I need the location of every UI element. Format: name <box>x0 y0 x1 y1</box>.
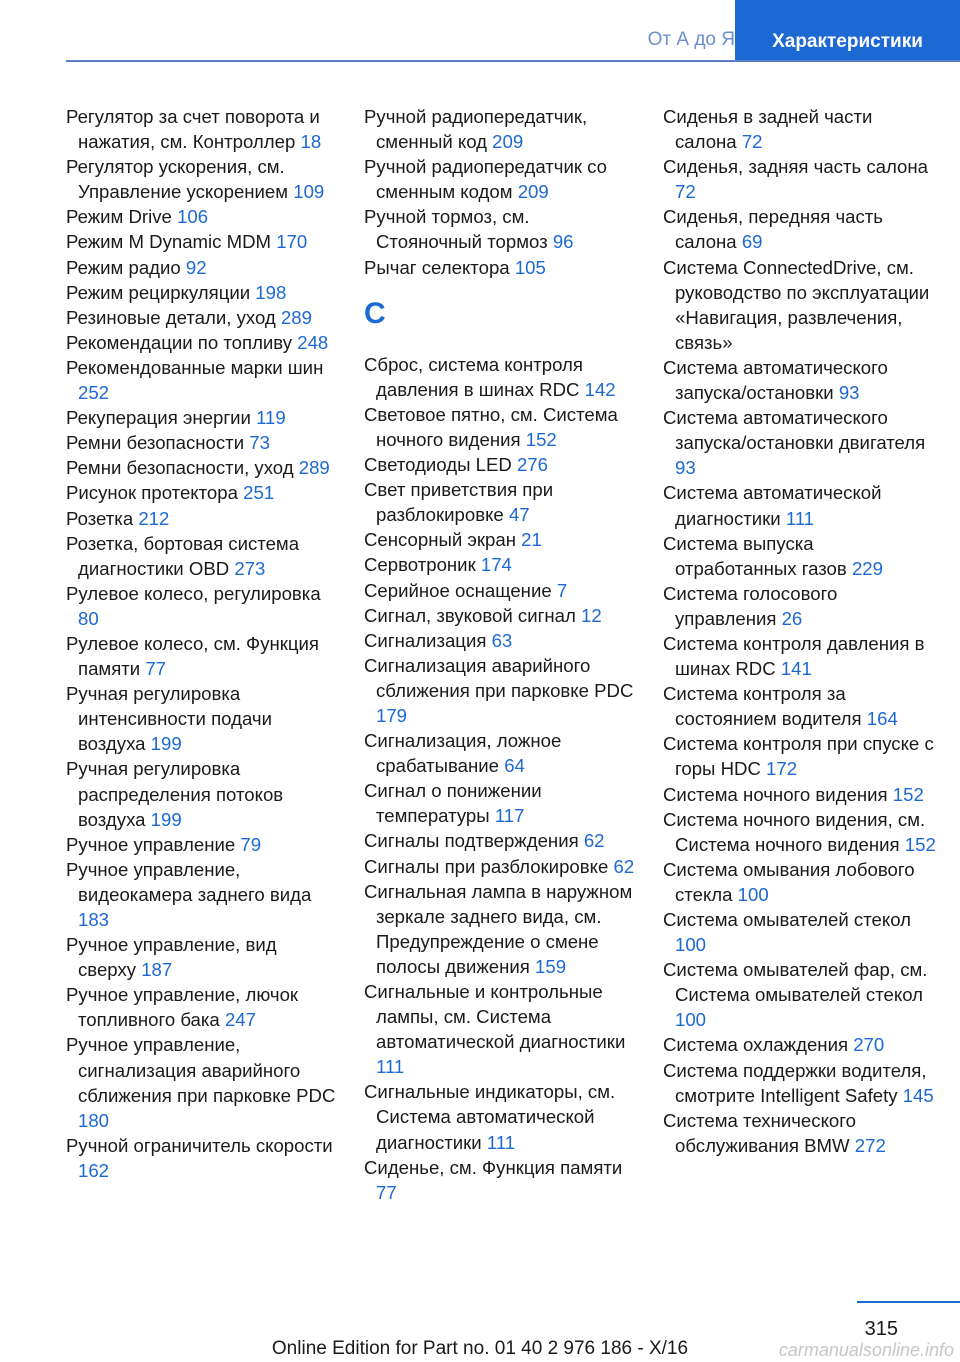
index-page-link[interactable]: 247 <box>224 1009 256 1031</box>
index-entry <box>66 857 338 932</box>
index-entry-text: Сигналы при разблокировке <box>364 855 609 877</box>
footer-rule <box>857 1301 960 1303</box>
index-entry-text: Сигнальные индикаторы, см. Система автоматической диагностики <box>364 1081 616 1153</box>
index-column-2 <box>364 104 636 1205</box>
index-entry <box>66 154 338 204</box>
index-entry <box>66 455 338 480</box>
index-page-link[interactable]: 109 <box>293 181 325 203</box>
index-entry-text: Серийное оснащение <box>364 579 552 601</box>
index-page-link[interactable]: 170 <box>276 231 308 253</box>
index-entry <box>663 631 939 681</box>
index-entry-text: Режим радио <box>66 256 181 278</box>
index-page-link[interactable]: 69 <box>741 231 763 253</box>
index-entry <box>66 430 338 455</box>
index-entry-text: Сиденья, передняя часть салона <box>663 206 883 253</box>
index-entry-text: Сигнализация <box>364 629 487 651</box>
index-page-link[interactable]: 289 <box>298 457 330 479</box>
index-column-3 <box>663 104 939 1158</box>
index-entry <box>663 681 939 731</box>
index-page-link[interactable]: 77 <box>145 658 167 680</box>
index-entry-text: Рычаг селектора <box>364 256 510 278</box>
index-entry <box>364 578 636 603</box>
index-entry <box>66 255 338 280</box>
index-entry-text: Сиденья в задней части салона <box>663 106 873 153</box>
index-entry-text: Регулятор за счет поворота и нажатия, см. Контроллер <box>66 106 320 153</box>
watermark: carmanualsonline.info <box>778 1340 954 1360</box>
index-entry <box>66 932 338 982</box>
index-page-link[interactable]: 100 <box>675 1009 707 1031</box>
index-entry <box>364 828 636 853</box>
index-page-link[interactable]: 93 <box>675 457 696 479</box>
index-column-1 <box>66 104 338 1183</box>
index-entry-text: Ручное управление, видеокамера заднего вида <box>66 858 312 905</box>
index-entry <box>364 979 636 1079</box>
index-entry-text: Система выпуска отработанных газов <box>663 532 847 579</box>
index-page-link[interactable]: 272 <box>854 1134 886 1156</box>
index-entry <box>663 154 939 204</box>
index-entry-text: Сигнальные и контрольные лампы, см. Система автоматической диагностики <box>364 981 626 1053</box>
index-entry-text: Сигнал о понижении температуры <box>364 780 542 827</box>
index-entry-text: Сигнализация, ложное срабатывание <box>364 730 562 777</box>
index-entry-text: Светодиоды LED <box>364 454 512 476</box>
index-entry <box>364 552 636 577</box>
index-entry <box>364 204 636 254</box>
index-page-link[interactable]: 119 <box>256 407 286 429</box>
index-page-link[interactable]: 117 <box>494 805 525 827</box>
index-entry <box>66 681 338 756</box>
index-page-link[interactable]: 209 <box>517 181 549 203</box>
index-page-link[interactable]: 62 <box>583 830 605 852</box>
index-entry <box>663 581 939 631</box>
index-entry-text: Ручное управление, сигнализация аварийного сближения при парковке PDC <box>66 1034 336 1106</box>
index-page-link[interactable]: 179 <box>376 704 408 726</box>
index-entry-text: Сигнализация аварийного сближения при парковке PDC <box>364 654 634 701</box>
index-entry <box>663 531 939 581</box>
index-entry-text: Система ночного видения <box>663 783 888 805</box>
index-entry-text: Рулевое колесо, см. Функция памяти <box>66 632 319 680</box>
index-entry-text: Ручная регулировка интенсивности подачи воздуха <box>66 683 272 755</box>
index-page-link[interactable]: 289 <box>280 306 312 328</box>
index-page-link[interactable]: 64 <box>504 755 525 777</box>
index-page-link[interactable]: 209 <box>492 131 524 153</box>
index-entry-text: Система контроля за состоянием водителя <box>663 683 862 730</box>
index-page-link[interactable]: 273 <box>234 557 266 579</box>
index-entry <box>364 477 636 527</box>
index-page-link[interactable]: 212 <box>138 507 170 529</box>
index-entry-text: Рисунок протектора <box>66 482 238 504</box>
index-entry-text: Система автоматического запуска/остановки <box>663 356 888 404</box>
index-page-link[interactable]: 100 <box>737 883 769 905</box>
index-page-link[interactable]: 18 <box>300 131 322 153</box>
index-entry-text: Сиденье, см. Функция памяти <box>364 1156 623 1178</box>
index-page-link[interactable]: 152 <box>892 783 924 805</box>
index-entry-text: Ремни безопасности <box>66 432 245 454</box>
index-page-link[interactable]: 12 <box>581 604 602 626</box>
index-page-link[interactable]: 79 <box>240 833 262 855</box>
index-page-link[interactable]: 229 <box>851 557 883 579</box>
index-entry <box>364 452 636 477</box>
index-entry <box>66 1133 338 1183</box>
index-page-link[interactable]: 251 <box>243 482 275 504</box>
index-entry <box>66 330 338 355</box>
index-entry-text: Ручной ограничитель скорости <box>66 1134 333 1156</box>
index-entry-text: Система охлаждения <box>663 1034 849 1056</box>
index-entry <box>364 628 636 653</box>
index-page-link[interactable]: 93 <box>838 382 860 404</box>
index-entry-text: Розетка, бортовая система диагностики OBD <box>66 532 300 579</box>
header-rule <box>66 60 960 62</box>
index-page-link[interactable]: 172 <box>766 758 798 780</box>
index-entry-text: Ручной радиопередатчик со сменным кодом <box>364 156 608 203</box>
index-entry <box>66 204 338 229</box>
index-page-link[interactable]: 80 <box>78 607 99 629</box>
index-entry <box>364 653 636 728</box>
index-entry <box>364 402 636 452</box>
index-entry <box>66 405 338 430</box>
index-entry <box>663 204 939 254</box>
index-page-link[interactable]: 7 <box>556 579 568 601</box>
index-entry <box>66 531 338 581</box>
index-page-link[interactable]: 73 <box>249 432 270 454</box>
index-entry-text: Сенсорный экран <box>364 529 516 551</box>
index-page-link[interactable]: 199 <box>150 808 182 830</box>
index-entry <box>66 229 338 254</box>
index-entry <box>66 832 338 857</box>
index-entry-text: Система контроля при спуске с горы HDC <box>663 733 934 780</box>
index-entry <box>66 1032 338 1132</box>
index-entry-text: Сигналы подтверждения <box>364 830 579 852</box>
index-entry <box>364 154 636 204</box>
index-entry-text: Световое пятно, см. Система ночного видения <box>364 403 618 450</box>
index-page-link[interactable]: 111 <box>486 1131 516 1153</box>
index-page-link[interactable]: 21 <box>521 529 542 551</box>
index-page-link[interactable]: 159 <box>535 955 567 977</box>
index-entry-text: Система автоматической диагностики <box>663 482 882 529</box>
index-page-link[interactable]: 106 <box>177 206 209 228</box>
header-chapter-tab: Характеристики <box>735 0 960 62</box>
index-entry <box>663 405 939 480</box>
index-entry-text: Сервотроник <box>364 554 476 576</box>
index-entry <box>663 355 939 405</box>
index-entry-text: Ручное управление <box>66 833 236 855</box>
index-entry <box>663 1058 939 1108</box>
index-page-link[interactable]: 180 <box>78 1109 110 1131</box>
index-entry-text: Режим рециркуляции <box>66 281 251 303</box>
index-entry-text: Система контроля давления в шинах RDC <box>663 632 925 680</box>
index-page-link[interactable]: 198 <box>255 281 287 303</box>
index-page-link[interactable]: 152 <box>904 833 936 855</box>
index-page-link[interactable]: 162 <box>78 1159 110 1181</box>
index-entry-text: Сигнальная лампа в наружном зеркале заднего вида, см. Предупреждение о смене полосы движения <box>364 880 633 977</box>
index-entry-text: Режим Drive <box>66 206 172 228</box>
index-entry-text: Регулятор ускорения, см. Управление ускорением <box>66 156 289 203</box>
index-entry <box>66 506 338 531</box>
index-page-link[interactable]: 248 <box>297 331 329 353</box>
index-page-link[interactable]: 145 <box>902 1084 934 1106</box>
index-entry-text: Система автоматического запуска/остановки двигателя <box>663 407 926 454</box>
index-entry <box>663 1032 939 1057</box>
index-entry-text: Система технического обслуживания BMW <box>663 1109 856 1156</box>
index-entry <box>66 280 338 305</box>
index-entry <box>364 778 636 828</box>
index-letter-heading: С <box>364 296 386 330</box>
index-entry-text: Ручной тормоз, см. Стояночный тормоз <box>364 206 548 253</box>
index-entry <box>66 581 338 631</box>
index-entry <box>663 1108 939 1158</box>
index-entry <box>364 1079 636 1154</box>
index-page-link[interactable]: 72 <box>675 181 696 203</box>
index-page-link[interactable]: 164 <box>866 708 898 730</box>
index-entry <box>66 756 338 831</box>
edition-line: Online Edition for Part no. 01 40 2 976 186 - X/16 <box>271 1338 689 1359</box>
page-number: 315 <box>864 1318 898 1340</box>
index-entry-text: Система ConnectedDrive, см. руководство по эксплуатации «Навигация, развлечения, связь» <box>663 256 930 353</box>
index-page-link[interactable]: 105 <box>514 256 546 278</box>
index-page-link[interactable]: 152 <box>525 428 557 450</box>
index-page-link[interactable]: 276 <box>516 454 548 476</box>
index-page-link[interactable]: 62 <box>613 855 635 877</box>
index-entry <box>364 879 636 979</box>
index-entry-text: Система омывателей фар, см. Система омывателей стекол <box>663 959 928 1006</box>
index-entry <box>364 603 636 628</box>
index-page-link[interactable]: 199 <box>150 733 182 755</box>
index-entry-text: Розетка <box>66 507 134 529</box>
index-page-link[interactable]: 270 <box>853 1034 885 1056</box>
index-entry <box>364 1155 636 1205</box>
index-entry-text: Система омывателей стекол <box>663 909 911 930</box>
index-entry <box>364 854 636 879</box>
index-entry <box>663 957 939 1032</box>
index-entry <box>66 480 338 505</box>
index-page-link[interactable]: 187 <box>141 959 173 981</box>
index-entry <box>663 255 939 355</box>
header-section-label: От А до Я <box>647 29 735 50</box>
index-entry <box>66 305 338 330</box>
index-entry <box>663 807 939 857</box>
index-entry-text: Рекомендации по топливу <box>66 331 293 353</box>
index-entry-text: Ручное управление, вид сверху <box>66 934 277 981</box>
index-entry <box>364 728 636 778</box>
index-entry <box>66 982 338 1032</box>
index-entry-text: Свет приветствия при разблокировке <box>364 479 554 526</box>
index-entry <box>364 527 636 552</box>
index-entry-text: Сброс, система контроля давления в шинах RDC <box>364 353 583 400</box>
index-entry-text: Рекуперация энергии <box>66 407 251 429</box>
index-entry-text: Ручная регулировка распределения потоков воздуха <box>66 758 284 830</box>
index-page-link[interactable]: 252 <box>78 382 110 404</box>
index-entry-text: Ручной радиопередатчик, сменный код <box>364 106 588 153</box>
index-entry-text: Сиденья, задняя часть салона <box>663 156 928 178</box>
index-entry-text: Сигнал, звуковой сигнал <box>364 604 576 626</box>
index-entry <box>663 104 939 154</box>
index-page-link[interactable]: 111 <box>785 507 815 529</box>
index-entry <box>66 355 338 405</box>
index-page-link[interactable]: 72 <box>741 131 763 153</box>
index-entry <box>663 907 939 957</box>
index-entry <box>66 631 338 681</box>
index-entry-text: Система голосового управления <box>663 582 838 629</box>
index-entry <box>66 104 338 154</box>
index-entry-text: Резиновые детали, уход <box>66 306 276 328</box>
index-entry-text: Система поддержки водителя, смотрите Intelligent Safety <box>663 1059 927 1106</box>
index-page-link[interactable]: 142 <box>584 378 616 400</box>
index-page-link[interactable]: 92 <box>185 256 207 278</box>
index-entry <box>663 857 939 907</box>
index-page-link[interactable]: 111 <box>376 1056 405 1078</box>
index-entry-text: Режим M Dynamic MDM <box>66 231 272 253</box>
index-page-link[interactable]: 100 <box>675 934 707 956</box>
index-entry <box>364 352 636 402</box>
index-entry <box>663 480 939 530</box>
index-page-link[interactable]: 26 <box>781 607 803 629</box>
index-entry-text: Рулевое колесо, регулировка <box>66 582 321 604</box>
index-page-link[interactable]: 183 <box>78 909 110 930</box>
index-page-link[interactable]: 63 <box>491 629 513 651</box>
index-page-link[interactable]: 141 <box>780 658 812 680</box>
index-page-link[interactable]: 77 <box>376 1181 397 1203</box>
index-entry-text: Система ночного видения, см. Система ночного видения <box>663 808 926 855</box>
index-entry <box>663 731 939 781</box>
index-entry <box>364 104 636 154</box>
index-page-link[interactable]: 174 <box>480 554 512 576</box>
index-entry-text: Ремни безопасности, уход <box>66 457 294 479</box>
index-entry-text: Система омывания лобового стекла <box>663 858 915 905</box>
index-page-link[interactable]: 47 <box>508 504 530 526</box>
index-entry <box>364 255 636 280</box>
index-entry-text: Рекомендованные марки шин <box>66 356 324 378</box>
index-page-link[interactable]: 96 <box>552 231 574 253</box>
index-entry <box>663 782 939 807</box>
index-entry-text: Ручное управление, лючок топливного бака <box>66 984 299 1031</box>
